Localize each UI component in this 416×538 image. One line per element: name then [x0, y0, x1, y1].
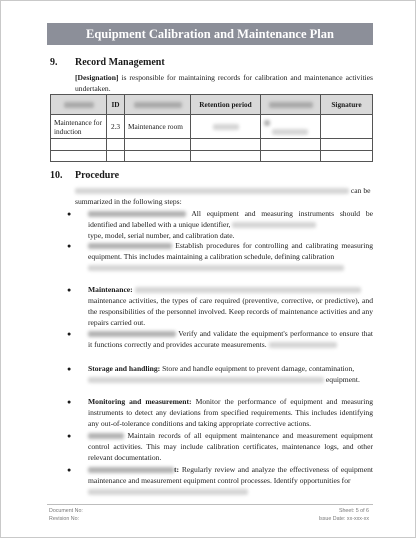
procedure-item-8-text: Regularly review and analyze the effectiveness of equipment maintenance and measurement equipment control processes. Identify opportunities for: [88, 465, 373, 485]
bullet-icon: ●: [67, 286, 72, 294]
table-row: [51, 115, 373, 139]
table-row: [51, 150, 373, 162]
section-10-intro: [75, 185, 373, 207]
section-10-title: Procedure: [75, 170, 120, 181]
procedure-item-2-text: Establish procedures for controlling and calibrating measuring equipment. This includes maintaining a calibration schedule, defining calibration: [88, 241, 373, 261]
procedure-item-1: [88, 208, 373, 241]
footer-issue-date: Issue Date: xx-xxx-xx: [318, 516, 369, 522]
table-cell: [261, 150, 321, 162]
document-title-banner: Equipment Calibration and Maintenance Plan: [47, 23, 373, 45]
section-9-number: 9.: [50, 57, 58, 68]
table-cell: [51, 139, 107, 151]
procedure-item-6-lead: Monitoring and measurement:: [88, 397, 192, 406]
bullet-icon: ●: [67, 466, 72, 474]
designation-placeholder: [Designation]: [75, 73, 119, 82]
table-cell: Maintenance room: [125, 115, 191, 139]
procedure-item-3-tail: maintenance activities, the types of care required (preventive, corrective, or predictive), and the responsibilities of the personnel involved. Keep records of maintenance activities and any repairs carried out.: [88, 296, 373, 327]
footer-document-no: Document No:: [49, 508, 83, 514]
table-header-record: [51, 95, 107, 115]
table-cell: [107, 150, 125, 162]
procedure-item-5-tail: equipment.: [325, 375, 360, 384]
procedure-item-5: [88, 363, 373, 385]
procedure-item-3: [88, 284, 373, 328]
procedure-item-8-lead: t:: [174, 465, 180, 474]
procedure-item-3-lead: Maintenance:: [88, 285, 133, 294]
table-cell: [51, 150, 107, 162]
table-cell: [125, 150, 191, 162]
table-cell: [191, 115, 261, 139]
section-10-intro-line2: summarized in the following steps:: [75, 197, 182, 206]
table-cell: Maintenance for induction: [51, 115, 107, 139]
section-9-intro-text: is responsible for maintaining records for calibration and maintenance activities undertaken.: [75, 73, 373, 93]
procedure-item-1-text: All equipment and measuring instruments should be identified and labelled with a unique identifier,: [88, 209, 373, 229]
procedure-item-8: [88, 464, 373, 497]
table-header-signature: Signature: [321, 95, 373, 115]
bullet-icon: ●: [67, 432, 72, 440]
section-9-title: Record Management: [75, 57, 165, 68]
table-header-id: ID: [107, 95, 125, 115]
bullet-icon: ●: [67, 210, 72, 218]
table-cell: [261, 115, 321, 139]
table-cell: [107, 139, 125, 151]
table-cell: [321, 150, 373, 162]
procedure-item-5-lead: Storage and handling:: [88, 364, 161, 373]
procedure-item-2: [88, 240, 373, 273]
section-9-intro: [75, 72, 373, 94]
table-cell: [191, 150, 261, 162]
footer-divider: [47, 504, 373, 505]
bullet-icon: ●: [67, 398, 72, 406]
table-cell: [191, 139, 261, 151]
procedure-item-4: [88, 328, 373, 350]
table-cell: [261, 139, 321, 151]
section-10-number: 10.: [50, 170, 63, 181]
procedure-item-6-text: Monitor the performance of equipment and measuring instruments to detect any deviations from specified requirements. This includes identifying any out-of-tolerance conditions and taking appropriate corrective actions.: [88, 397, 373, 428]
procedure-item-5-text: Store and handle equipment to prevent damage, contamination,: [160, 364, 355, 373]
bullet-icon: ●: [67, 365, 72, 373]
table-cell: [321, 115, 373, 139]
footer-revision-no: Revision No:: [49, 516, 80, 522]
table-cell: [321, 139, 373, 151]
procedure-item-4-text: Verify and validate the equipment's performance to ensure that it functions correctly and provides accurate measurements.: [88, 329, 373, 349]
table-header-responsibility: [261, 95, 321, 115]
table-cell: 2.3: [107, 115, 125, 139]
footer-sheet: Sheet: 5 of 6: [338, 508, 369, 514]
table-header-retention: Retention period: [191, 95, 261, 115]
bullet-icon: ●: [67, 330, 72, 338]
procedure-item-6: [88, 396, 373, 429]
section-10-intro-tail: can be: [350, 186, 371, 195]
records-table: [50, 94, 373, 162]
table-cell: [125, 139, 191, 151]
table-header-location: [125, 95, 191, 115]
procedure-item-7-text: Maintain records of all equipment maintenance and measurement equipment control activities. This may include calibration certificates, maintenance logs, and other relevant documentation.: [88, 431, 373, 462]
procedure-item-7: [88, 430, 373, 463]
table-row: [51, 139, 373, 151]
bullet-icon: ●: [67, 242, 72, 250]
procedure-item-1-tail: type, model, serial number, and calibration date.: [88, 231, 235, 240]
